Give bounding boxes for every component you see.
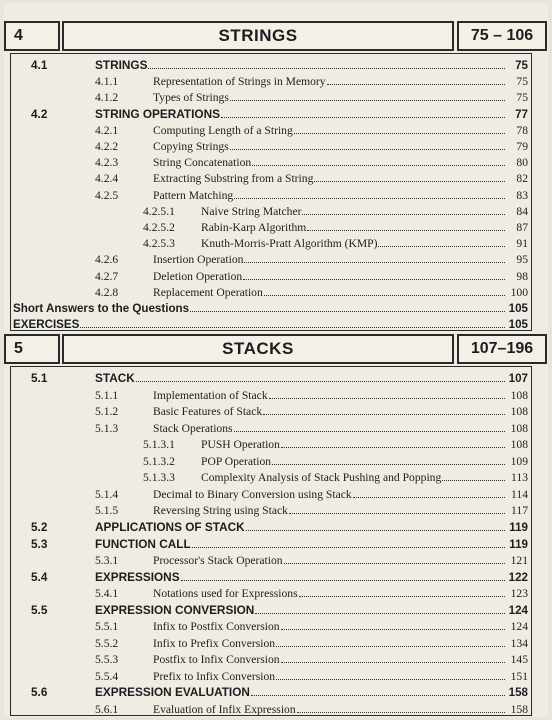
leader-dots <box>281 447 505 448</box>
entry-number: 5.6 <box>31 685 48 700</box>
entry-page: 119 <box>509 537 528 551</box>
entry-page: 87 <box>516 221 528 234</box>
leader-dots <box>80 327 505 328</box>
chapter-4-entries <box>10 53 532 331</box>
entry-page: 119 <box>509 520 528 534</box>
entry-page: 114 <box>511 487 528 501</box>
leader-dots <box>281 629 505 630</box>
entry-title: PUSH Operation <box>201 438 280 452</box>
leader-dots <box>353 497 505 498</box>
toc-entry[interactable] <box>11 57 531 73</box>
entry-number: 4.2.8 <box>95 285 119 299</box>
entry-page: 78 <box>516 123 528 137</box>
chapter-4-header <box>4 21 548 51</box>
entry-page: 107 <box>508 372 528 385</box>
entry-title: Deletion Operation <box>153 269 243 283</box>
entry-number: 5.4 <box>31 569 48 584</box>
entry-number: 5.1.5 <box>95 504 119 518</box>
entry-title: Computing Length of a String <box>153 123 293 137</box>
entry-page: 84 <box>516 204 528 218</box>
entry-page: 122 <box>508 570 528 584</box>
entry-page: 108 <box>510 388 528 402</box>
entry-title: String Concatenation <box>153 156 252 170</box>
leader-dots <box>136 381 505 382</box>
leader-dots <box>255 613 505 614</box>
entry-number: 5.6.1 <box>95 703 119 716</box>
entry-number: 4.1.2 <box>95 91 119 105</box>
toc-entry[interactable] <box>11 284 531 300</box>
leader-dots <box>148 68 505 69</box>
entry-number: 5.1 <box>31 371 48 385</box>
entry-number: 4.2.4 <box>95 172 119 186</box>
entry-number: 4.2.1 <box>95 123 119 137</box>
entry-title: Knuth-Morris-Pratt Algorithm (KMP) <box>201 237 378 251</box>
entry-page: 75 <box>515 59 528 72</box>
leader-dots <box>230 100 505 101</box>
leader-dots <box>442 480 505 481</box>
leader-dots <box>244 262 505 263</box>
toc-entry[interactable] <box>11 219 531 235</box>
entry-title: STRING OPERATIONS <box>95 106 220 121</box>
leader-dots <box>246 530 505 531</box>
entry-number: 4.2.7 <box>95 269 119 283</box>
chapter-page-range: 75 – 106 <box>457 21 547 51</box>
entry-page: 117 <box>511 504 528 518</box>
entry-number: 4.1.1 <box>95 75 119 89</box>
leader-dots <box>190 311 505 312</box>
entry-number: 4.1 <box>31 58 48 72</box>
entry-title: Infix to Prefix Conversion <box>153 636 276 650</box>
entry-number: 5.1.4 <box>95 487 119 501</box>
toc-entry[interactable] <box>11 668 531 684</box>
entry-title: Complexity Analysis of Stack Pushing and Popping <box>201 471 442 485</box>
entry-title: EXPRESSION CONVERSION <box>95 602 255 617</box>
entry-page: 134 <box>510 636 528 650</box>
leader-dots <box>276 646 505 647</box>
toc-entry[interactable] <box>11 453 531 469</box>
entry-page: 108 <box>510 438 528 452</box>
entry-title: POP Operation <box>201 454 272 468</box>
toc-entry[interactable] <box>11 187 531 203</box>
leader-dots <box>243 279 505 280</box>
leader-dots <box>251 695 505 696</box>
entry-title: EXPRESSION EVALUATION <box>95 685 250 700</box>
entry-page: 77 <box>515 107 528 121</box>
entry-number: 4.2.5.2 <box>143 221 175 234</box>
toc-entry[interactable] <box>11 73 531 89</box>
toc-entry[interactable] <box>11 569 531 585</box>
chapter-number: 5 <box>4 334 60 364</box>
entry-number: 5.1.3.3 <box>143 471 175 485</box>
entry-title: STACK <box>95 371 135 385</box>
entry-title: EXERCISES <box>13 318 80 332</box>
chapter-title: STRINGS <box>62 21 454 51</box>
toc-entry[interactable] <box>11 701 531 717</box>
toc-entry[interactable] <box>11 469 531 485</box>
entry-title: Naive String Matcher <box>201 204 302 218</box>
leader-dots <box>294 133 505 134</box>
entry-page: 108 <box>510 405 528 419</box>
chapter-page-range: 107–196 <box>457 334 547 364</box>
leader-dots <box>281 662 505 663</box>
entry-number: 5.1.3.1 <box>143 438 175 452</box>
entry-page: 80 <box>516 156 528 170</box>
entry-page: 158 <box>508 686 528 700</box>
entry-number: 4.2.2 <box>95 140 119 153</box>
leader-dots <box>230 149 505 150</box>
entry-number: 4.2.5.1 <box>143 204 175 218</box>
leader-dots <box>234 198 505 199</box>
chapter-title: STACKS <box>62 334 454 364</box>
entry-title: Copying Strings <box>153 140 229 153</box>
leader-dots <box>264 295 505 296</box>
toc-entry[interactable] <box>11 602 531 618</box>
entry-title: Stack Operations <box>153 421 233 435</box>
entry-page: 145 <box>510 653 528 667</box>
leader-dots <box>327 84 505 85</box>
toc-entry[interactable] <box>11 235 531 251</box>
entry-page: 158 <box>510 703 528 716</box>
toc-entry[interactable] <box>11 420 531 436</box>
toc-entry[interactable] <box>11 552 531 568</box>
toc-entry[interactable] <box>11 106 531 122</box>
entry-number: 5.3 <box>31 536 48 551</box>
chapter-5-header <box>4 334 548 364</box>
toc-entry[interactable] <box>11 486 531 502</box>
entry-title: APPLICATIONS OF STACK <box>95 519 245 534</box>
leader-dots <box>263 414 505 415</box>
leader-dots <box>378 246 505 247</box>
entry-page: 83 <box>516 188 528 202</box>
toc-entry[interactable] <box>11 635 531 651</box>
leader-dots <box>181 580 505 581</box>
toc-entry[interactable] <box>11 251 531 267</box>
leader-dots <box>234 431 505 432</box>
entry-number: 5.5.1 <box>95 620 119 634</box>
entry-page: 124 <box>510 620 528 634</box>
entry-page: 105 <box>508 302 528 315</box>
leader-dots <box>276 679 505 680</box>
entry-page: 98 <box>516 269 528 283</box>
entry-number: 4.2.3 <box>95 156 119 170</box>
entry-page: 82 <box>516 172 528 186</box>
entry-number: 4.2 <box>31 106 48 121</box>
leader-dots <box>269 398 505 399</box>
entry-number: 4.2.5 <box>95 188 119 202</box>
chapter-5-entries <box>10 366 532 716</box>
entry-page: 91 <box>516 237 528 251</box>
leader-dots <box>297 712 505 713</box>
entry-page: 75 <box>516 75 528 89</box>
toc-entry[interactable] <box>11 436 531 452</box>
leader-dots <box>302 214 505 215</box>
entry-number: 5.1.3.2 <box>143 454 175 468</box>
entry-title: Notations used for Expressions <box>153 587 298 601</box>
entry-title: Evaluation of Infix Expression <box>153 703 296 716</box>
entry-title: Processor's Stack Operation <box>153 554 283 568</box>
entry-number: 5.4.1 <box>95 587 119 601</box>
entry-title: Decimal to Binary Conversion using Stack <box>153 487 352 501</box>
toc-entry[interactable] <box>11 138 531 154</box>
toc-entry[interactable] <box>11 300 531 316</box>
entry-page: 108 <box>510 421 528 435</box>
entry-number: 5.3.1 <box>95 554 119 568</box>
entry-page: 123 <box>510 587 528 601</box>
toc-entry[interactable] <box>11 618 531 634</box>
entry-number: 5.1.2 <box>95 405 119 419</box>
entry-page: 151 <box>510 669 528 683</box>
entry-title: Types of Strings <box>153 91 229 105</box>
leader-dots <box>284 563 505 564</box>
entry-page: 79 <box>516 140 528 153</box>
entry-number: 4.2.5.3 <box>143 237 175 251</box>
entry-title: Replacement Operation <box>153 285 263 299</box>
entry-title: STRINGS <box>95 58 148 72</box>
toc-entry[interactable] <box>11 684 531 700</box>
entry-title: Implementation of Stack <box>153 388 268 402</box>
entry-title: Extracting Substring from a String <box>153 172 314 186</box>
entry-title: Postfix to Infix Conversion <box>153 653 280 667</box>
entry-page: 121 <box>510 554 528 568</box>
entry-title: Rabin-Karp Algorithm <box>201 221 307 234</box>
toc-page <box>4 3 548 717</box>
entry-title: Prefix to Infix Conversion <box>153 669 276 683</box>
toc-entry[interactable] <box>11 170 531 186</box>
toc-entry[interactable] <box>11 519 531 535</box>
entry-number: 5.2 <box>31 519 48 534</box>
leader-dots <box>252 165 505 166</box>
entry-title: Short Answers to the Questions <box>13 302 190 315</box>
entry-title: Insertion Operation <box>153 253 244 267</box>
toc-entry[interactable] <box>11 203 531 219</box>
toc-entry[interactable] <box>11 536 531 552</box>
leader-dots <box>299 596 505 597</box>
entry-page: 105 <box>508 318 528 332</box>
entry-title: Representation of Strings in Memory <box>153 75 326 89</box>
toc-entry[interactable] <box>11 316 531 332</box>
leader-dots <box>289 513 505 514</box>
toc-entry[interactable] <box>11 370 531 386</box>
toc-entry[interactable] <box>11 89 531 105</box>
entry-title: Pattern Matching <box>153 188 234 202</box>
toc-entry[interactable] <box>11 403 531 419</box>
entry-page: 100 <box>510 285 528 299</box>
toc-entry[interactable] <box>11 154 531 170</box>
toc-entry[interactable] <box>11 651 531 667</box>
entry-page: 75 <box>516 91 528 105</box>
entry-title: Infix to Postfix Conversion <box>153 620 280 634</box>
entry-number: 5.5 <box>31 602 48 617</box>
entry-title: Reversing String using Stack <box>153 504 288 518</box>
toc-entry[interactable] <box>11 585 531 601</box>
entry-page: 95 <box>516 253 528 267</box>
leader-dots <box>221 117 505 118</box>
entry-number: 4.2.6 <box>95 253 119 267</box>
toc-entry[interactable] <box>11 387 531 403</box>
entry-page: 113 <box>511 471 528 485</box>
toc-entry[interactable] <box>11 502 531 518</box>
entry-number: 5.5.2 <box>95 636 119 650</box>
entry-number: 5.1.1 <box>95 388 119 402</box>
entry-number: 5.1.3 <box>95 421 119 435</box>
entry-number: 5.5.3 <box>95 653 119 667</box>
entry-title: FUNCTION CALL <box>95 536 191 551</box>
entry-title: EXPRESSIONS <box>95 569 180 584</box>
leader-dots <box>307 230 505 231</box>
toc-entry[interactable] <box>11 122 531 138</box>
entry-page: 109 <box>510 454 528 468</box>
entry-number: 5.5.4 <box>95 669 119 683</box>
leader-dots <box>272 464 505 465</box>
leader-dots <box>314 181 505 182</box>
chapter-number: 4 <box>4 21 60 51</box>
toc-entry[interactable] <box>11 268 531 284</box>
entry-title: Basic Features of Stack <box>153 405 263 419</box>
leader-dots <box>192 547 505 548</box>
entry-page: 124 <box>508 603 528 617</box>
